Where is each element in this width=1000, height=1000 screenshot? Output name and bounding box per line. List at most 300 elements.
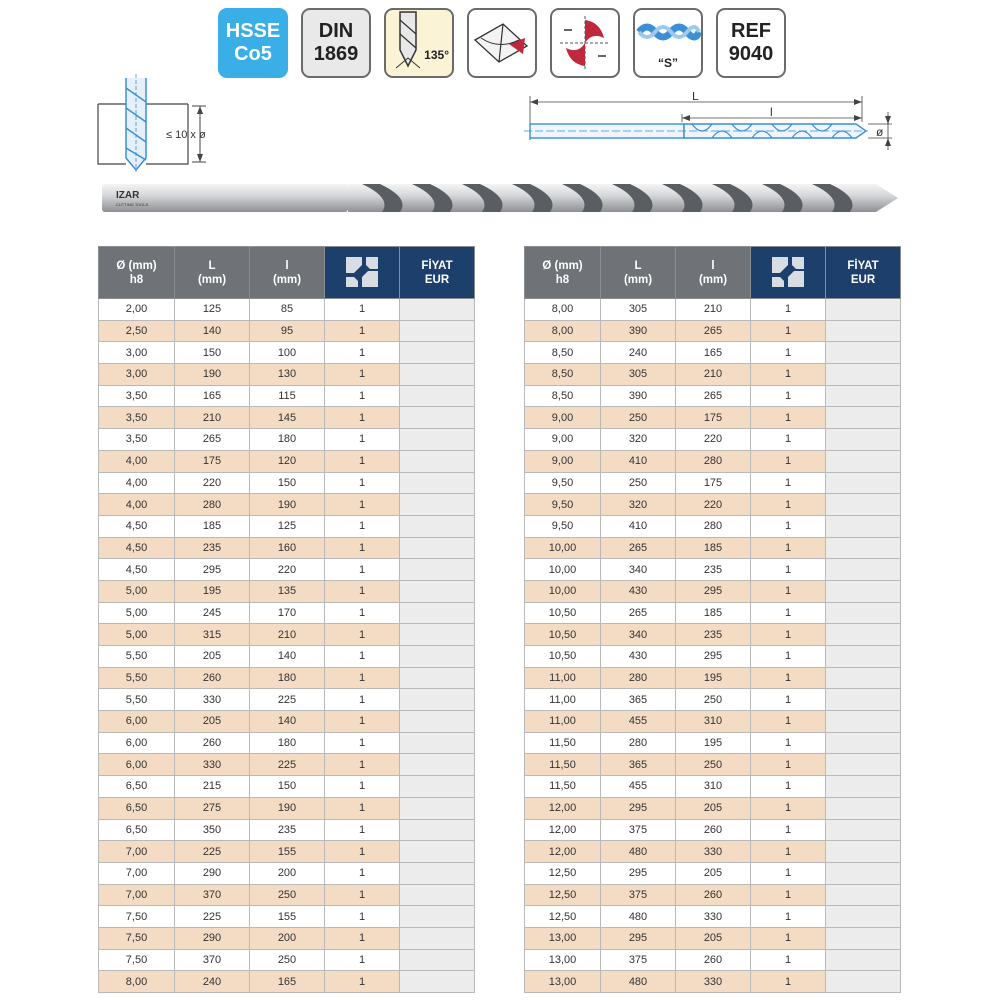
cell-diameter: 6,50 — [99, 797, 175, 819]
cell-flute-length: 205 — [676, 797, 751, 819]
cell-price[interactable] — [826, 819, 901, 841]
cell-pack-quantity: 1 — [325, 580, 400, 602]
table-row — [99, 602, 475, 624]
cell-price[interactable] — [826, 906, 901, 928]
cell-flute-length: 95 — [250, 320, 325, 342]
cell-price[interactable] — [826, 472, 901, 494]
cell-pack-quantity: 1 — [751, 797, 826, 819]
cell-price[interactable] — [826, 927, 901, 949]
material-line2: Co5 — [234, 43, 272, 65]
table-row — [99, 754, 475, 776]
cell-price[interactable] — [400, 494, 475, 516]
cell-flute-length: 225 — [250, 754, 325, 776]
cell-length: 250 — [601, 472, 676, 494]
cell-flute-length: 140 — [250, 646, 325, 668]
depth-label: ≤ 10 x ø — [166, 129, 206, 141]
cell-price[interactable] — [400, 862, 475, 884]
table-row — [525, 667, 901, 689]
cell-length: 215 — [175, 776, 250, 798]
cell-flute-length: 185 — [676, 537, 751, 559]
cell-flute-length: 175 — [676, 472, 751, 494]
pack-quantity-icon — [342, 251, 382, 291]
ref-line2: 9040 — [728, 43, 774, 65]
drilling-depth-diagram — [96, 74, 246, 174]
cell-pack-quantity: 1 — [751, 472, 826, 494]
cell-pack-quantity: 1 — [325, 906, 400, 928]
cell-price[interactable] — [400, 299, 475, 321]
col-price: FİYAT EUR — [400, 247, 475, 299]
cell-length: 390 — [601, 320, 676, 342]
col-diameter: Ø (mm) h8 — [525, 247, 601, 299]
cell-price[interactable] — [826, 862, 901, 884]
table-row — [525, 646, 901, 668]
cell-flute-length: 195 — [676, 667, 751, 689]
cell-length: 280 — [175, 494, 250, 516]
cell-length: 290 — [175, 862, 250, 884]
table-row — [525, 515, 901, 537]
cell-pack-quantity: 1 — [325, 819, 400, 841]
cell-price[interactable] — [826, 407, 901, 429]
cell-pack-quantity: 1 — [325, 862, 400, 884]
cell-pack-quantity: 1 — [751, 841, 826, 863]
col-length: L (mm) — [601, 247, 676, 299]
flute-type-badge — [633, 8, 703, 78]
col-diameter: Ø (mm) h8 — [99, 247, 175, 299]
cell-length: 455 — [601, 711, 676, 733]
table-row — [99, 927, 475, 949]
cell-price[interactable] — [826, 342, 901, 364]
cell-length: 220 — [175, 472, 250, 494]
cell-price[interactable] — [826, 797, 901, 819]
cell-price[interactable] — [400, 754, 475, 776]
cell-diameter: 3,50 — [99, 385, 175, 407]
table-row — [525, 711, 901, 733]
cell-length: 370 — [175, 884, 250, 906]
cell-price[interactable] — [400, 624, 475, 646]
cell-pack-quantity: 1 — [751, 580, 826, 602]
table-row — [99, 515, 475, 537]
drill-bit-image — [100, 178, 900, 218]
cell-price[interactable] — [826, 689, 901, 711]
cell-flute-length: 175 — [676, 407, 751, 429]
cell-diameter: 3,50 — [99, 407, 175, 429]
table-row — [99, 580, 475, 602]
cell-price[interactable] — [400, 732, 475, 754]
cell-price[interactable] — [400, 971, 475, 993]
cell-price[interactable] — [826, 494, 901, 516]
cell-pack-quantity: 1 — [751, 732, 826, 754]
cell-length: 150 — [175, 342, 250, 364]
cell-diameter: 4,00 — [99, 494, 175, 516]
cell-length: 205 — [175, 711, 250, 733]
cell-price[interactable] — [826, 537, 901, 559]
cell-price[interactable] — [400, 797, 475, 819]
flute-type-label: “S” — [657, 56, 678, 70]
cell-flute-length: 140 — [250, 711, 325, 733]
cell-price[interactable] — [400, 342, 475, 364]
cell-price[interactable] — [400, 711, 475, 733]
split-point-icon — [469, 10, 535, 76]
cell-length: 280 — [601, 732, 676, 754]
cell-flute-length: 210 — [250, 624, 325, 646]
cell-price[interactable] — [826, 646, 901, 668]
cell-price[interactable] — [400, 407, 475, 429]
cell-length: 250 — [601, 407, 676, 429]
cell-pack-quantity: 1 — [325, 884, 400, 906]
cell-pack-quantity: 1 — [751, 559, 826, 581]
cell-pack-quantity: 1 — [751, 949, 826, 971]
cell-diameter: 8,00 — [99, 971, 175, 993]
cell-flute-length: 170 — [250, 602, 325, 624]
cell-pack-quantity: 1 — [751, 429, 826, 451]
cell-price[interactable] — [400, 646, 475, 668]
web-thinning-icon — [552, 10, 618, 76]
table-row — [525, 385, 901, 407]
cell-pack-quantity: 1 — [325, 927, 400, 949]
cell-diameter: 3,00 — [99, 342, 175, 364]
right-product-table — [524, 246, 901, 993]
cell-flute-length: 165 — [250, 971, 325, 993]
cell-diameter: 7,00 — [99, 862, 175, 884]
table-row — [99, 862, 475, 884]
table-row — [99, 732, 475, 754]
cell-length: 315 — [175, 624, 250, 646]
cell-price[interactable] — [826, 841, 901, 863]
table-row — [99, 797, 475, 819]
cell-flute-length: 100 — [250, 342, 325, 364]
cell-price[interactable] — [826, 429, 901, 451]
cell-diameter: 9,50 — [525, 472, 601, 494]
cell-price[interactable] — [400, 819, 475, 841]
cell-flute-length: 120 — [250, 450, 325, 472]
cell-diameter: 5,00 — [99, 580, 175, 602]
cell-length: 195 — [175, 580, 250, 602]
cell-price[interactable] — [400, 689, 475, 711]
cell-flute-length: 200 — [250, 862, 325, 884]
cell-pack-quantity: 1 — [751, 667, 826, 689]
cell-length: 210 — [175, 407, 250, 429]
table-row — [525, 841, 901, 863]
table-row — [525, 927, 901, 949]
cell-price[interactable] — [826, 776, 901, 798]
table-row — [525, 429, 901, 451]
cell-price[interactable] — [400, 667, 475, 689]
cell-flute-length: 250 — [250, 884, 325, 906]
cell-diameter: 10,50 — [525, 646, 601, 668]
col-length: L (mm) — [175, 247, 250, 299]
table-row — [525, 602, 901, 624]
cell-price[interactable] — [400, 537, 475, 559]
table-header-row — [99, 247, 475, 299]
table-row — [525, 862, 901, 884]
cell-flute-length: 130 — [250, 364, 325, 386]
cell-length: 290 — [175, 927, 250, 949]
table-row — [525, 580, 901, 602]
cell-length: 260 — [175, 667, 250, 689]
standard-line2: 1869 — [313, 43, 359, 65]
cell-price[interactable] — [400, 429, 475, 451]
cell-price[interactable] — [826, 385, 901, 407]
cell-diameter: 12,00 — [525, 819, 601, 841]
cell-flute-length: 210 — [676, 299, 751, 321]
cell-flute-length: 265 — [676, 385, 751, 407]
cell-flute-length: 135 — [250, 580, 325, 602]
cell-pack-quantity: 1 — [751, 494, 826, 516]
table-row — [525, 472, 901, 494]
cell-price[interactable] — [400, 906, 475, 928]
col-pack-quantity — [751, 247, 826, 299]
cell-price[interactable] — [826, 949, 901, 971]
cell-diameter: 6,00 — [99, 732, 175, 754]
cell-pack-quantity: 1 — [751, 689, 826, 711]
table-row — [525, 689, 901, 711]
cell-length: 225 — [175, 906, 250, 928]
cell-diameter: 8,00 — [525, 320, 601, 342]
spiral-flute-icon — [635, 14, 701, 58]
cell-price[interactable] — [400, 841, 475, 863]
cell-price[interactable] — [400, 776, 475, 798]
table-row — [525, 797, 901, 819]
cell-price[interactable] — [826, 667, 901, 689]
cell-flute-length: 220 — [250, 559, 325, 581]
cell-pack-quantity: 1 — [325, 776, 400, 798]
cell-pack-quantity: 1 — [325, 407, 400, 429]
cell-diameter: 6,50 — [99, 819, 175, 841]
cell-price[interactable] — [826, 450, 901, 472]
cell-pack-quantity: 1 — [751, 364, 826, 386]
cell-flute-length: 280 — [676, 450, 751, 472]
table-row — [525, 906, 901, 928]
table-row — [99, 494, 475, 516]
table-row — [99, 711, 475, 733]
table-row — [525, 407, 901, 429]
cell-flute-length: 155 — [250, 906, 325, 928]
cell-diameter: 10,00 — [525, 537, 601, 559]
cell-diameter: 12,00 — [525, 797, 601, 819]
cell-diameter: 9,50 — [525, 494, 601, 516]
cell-pack-quantity: 1 — [751, 385, 826, 407]
cell-price[interactable] — [400, 580, 475, 602]
cell-length: 375 — [601, 819, 676, 841]
cell-pack-quantity: 1 — [325, 537, 400, 559]
cell-length: 390 — [601, 385, 676, 407]
split-point-badge — [467, 8, 537, 78]
cell-pack-quantity: 1 — [325, 515, 400, 537]
cell-diameter: 10,00 — [525, 559, 601, 581]
cell-length: 480 — [601, 841, 676, 863]
cell-diameter: 5,00 — [99, 602, 175, 624]
table-row — [99, 884, 475, 906]
cell-length: 185 — [175, 515, 250, 537]
cell-length: 275 — [175, 797, 250, 819]
cell-diameter: 11,50 — [525, 754, 601, 776]
cell-flute-length: 195 — [676, 732, 751, 754]
cell-pack-quantity: 1 — [751, 754, 826, 776]
cell-flute-length: 295 — [676, 646, 751, 668]
cell-flute-length: 235 — [676, 624, 751, 646]
cell-pack-quantity: 1 — [325, 754, 400, 776]
cell-price[interactable] — [400, 385, 475, 407]
cell-diameter: 10,50 — [525, 624, 601, 646]
cell-pack-quantity: 1 — [325, 711, 400, 733]
cell-diameter: 6,00 — [99, 711, 175, 733]
table-row — [525, 971, 901, 993]
cell-pack-quantity: 1 — [325, 602, 400, 624]
table-row — [99, 646, 475, 668]
cell-price[interactable] — [400, 884, 475, 906]
table-row — [99, 472, 475, 494]
cell-flute-length: 330 — [676, 841, 751, 863]
left-product-table — [98, 246, 475, 993]
cell-flute-length: 260 — [676, 819, 751, 841]
cell-diameter: 12,50 — [525, 862, 601, 884]
cell-diameter: 9,00 — [525, 407, 601, 429]
cell-flute-length: 295 — [676, 580, 751, 602]
cell-pack-quantity: 1 — [751, 602, 826, 624]
cell-length: 410 — [601, 515, 676, 537]
cell-flute-length: 150 — [250, 472, 325, 494]
cell-length: 205 — [175, 646, 250, 668]
cell-flute-length: 210 — [676, 364, 751, 386]
cell-pack-quantity: 1 — [325, 494, 400, 516]
table-row — [99, 667, 475, 689]
cell-price[interactable] — [826, 320, 901, 342]
cell-flute-length: 190 — [250, 797, 325, 819]
cell-diameter: 9,00 — [525, 450, 601, 472]
cell-length: 295 — [601, 797, 676, 819]
cell-pack-quantity: 1 — [325, 472, 400, 494]
cell-flute-length: 200 — [250, 927, 325, 949]
cell-diameter: 2,50 — [99, 320, 175, 342]
cell-diameter: 10,00 — [525, 580, 601, 602]
cell-diameter: 8,50 — [525, 364, 601, 386]
cell-diameter: 13,00 — [525, 971, 601, 993]
cell-length: 245 — [175, 602, 250, 624]
table-row — [525, 776, 901, 798]
cell-diameter: 8,50 — [525, 342, 601, 364]
cell-diameter: 5,00 — [99, 624, 175, 646]
cell-price[interactable] — [826, 624, 901, 646]
cell-price[interactable] — [826, 971, 901, 993]
cell-flute-length: 260 — [676, 884, 751, 906]
cell-diameter: 6,00 — [99, 754, 175, 776]
cell-diameter: 8,00 — [525, 299, 601, 321]
table-row — [99, 407, 475, 429]
cell-price[interactable] — [400, 927, 475, 949]
cell-pack-quantity: 1 — [751, 320, 826, 342]
cell-length: 305 — [601, 299, 676, 321]
cell-price[interactable] — [400, 949, 475, 971]
cell-length: 280 — [601, 667, 676, 689]
table-row — [99, 624, 475, 646]
cell-price[interactable] — [826, 299, 901, 321]
cell-length: 175 — [175, 450, 250, 472]
cell-pack-quantity: 1 — [325, 320, 400, 342]
cell-diameter: 7,50 — [99, 949, 175, 971]
cell-length: 330 — [175, 689, 250, 711]
cell-length: 240 — [175, 971, 250, 993]
cell-price[interactable] — [400, 450, 475, 472]
cell-length: 295 — [601, 862, 676, 884]
cell-length: 260 — [175, 732, 250, 754]
cell-pack-quantity: 1 — [325, 667, 400, 689]
cell-pack-quantity: 1 — [751, 927, 826, 949]
cell-price[interactable] — [400, 559, 475, 581]
cell-pack-quantity: 1 — [751, 299, 826, 321]
cell-length: 125 — [175, 299, 250, 321]
cell-price[interactable] — [826, 884, 901, 906]
cell-price[interactable] — [826, 559, 901, 581]
cell-flute-length: 180 — [250, 732, 325, 754]
cell-diameter: 11,00 — [525, 689, 601, 711]
diameter-label: ø — [876, 125, 884, 139]
cell-diameter: 5,50 — [99, 667, 175, 689]
table-row — [525, 537, 901, 559]
table-row — [99, 342, 475, 364]
cell-pack-quantity: 1 — [325, 646, 400, 668]
cell-pack-quantity: 1 — [751, 646, 826, 668]
cell-price[interactable] — [400, 364, 475, 386]
cell-pack-quantity: 1 — [751, 776, 826, 798]
cell-flute-length: 85 — [250, 299, 325, 321]
cell-price[interactable] — [826, 364, 901, 386]
cell-length: 365 — [601, 754, 676, 776]
cell-length: 480 — [601, 906, 676, 928]
cell-price[interactable] — [400, 602, 475, 624]
cell-length: 340 — [601, 624, 676, 646]
cell-diameter: 5,50 — [99, 646, 175, 668]
cell-flute-length: 250 — [676, 754, 751, 776]
cell-price[interactable] — [826, 754, 901, 776]
cell-flute-length: 180 — [250, 429, 325, 451]
cell-diameter: 10,50 — [525, 602, 601, 624]
cell-diameter: 11,00 — [525, 667, 601, 689]
cell-flute-length: 330 — [676, 971, 751, 993]
cell-pack-quantity: 1 — [325, 559, 400, 581]
col-flute-length: l (mm) — [250, 247, 325, 299]
cell-diameter: 8,50 — [525, 385, 601, 407]
cell-flute-length: 145 — [250, 407, 325, 429]
cell-length: 295 — [175, 559, 250, 581]
cell-length: 480 — [601, 971, 676, 993]
cell-price[interactable] — [826, 602, 901, 624]
cell-price[interactable] — [400, 472, 475, 494]
cell-price[interactable] — [826, 711, 901, 733]
cell-pack-quantity: 1 — [751, 342, 826, 364]
table-row — [99, 299, 475, 321]
cell-pack-quantity: 1 — [325, 797, 400, 819]
cell-pack-quantity: 1 — [325, 971, 400, 993]
cell-flute-length: 310 — [676, 711, 751, 733]
cell-price[interactable] — [826, 515, 901, 537]
cell-length: 165 — [175, 385, 250, 407]
cell-diameter: 7,00 — [99, 884, 175, 906]
cell-price[interactable] — [826, 732, 901, 754]
cell-diameter: 7,50 — [99, 927, 175, 949]
table-row — [99, 559, 475, 581]
cell-length: 455 — [601, 776, 676, 798]
cell-price[interactable] — [826, 580, 901, 602]
table-row — [525, 494, 901, 516]
table-row — [525, 342, 901, 364]
table-header-row — [525, 247, 901, 299]
cell-pack-quantity: 1 — [325, 299, 400, 321]
table-row — [99, 537, 475, 559]
cell-price[interactable] — [400, 515, 475, 537]
table-row — [99, 429, 475, 451]
cell-pack-quantity: 1 — [325, 732, 400, 754]
cell-price[interactable] — [400, 320, 475, 342]
